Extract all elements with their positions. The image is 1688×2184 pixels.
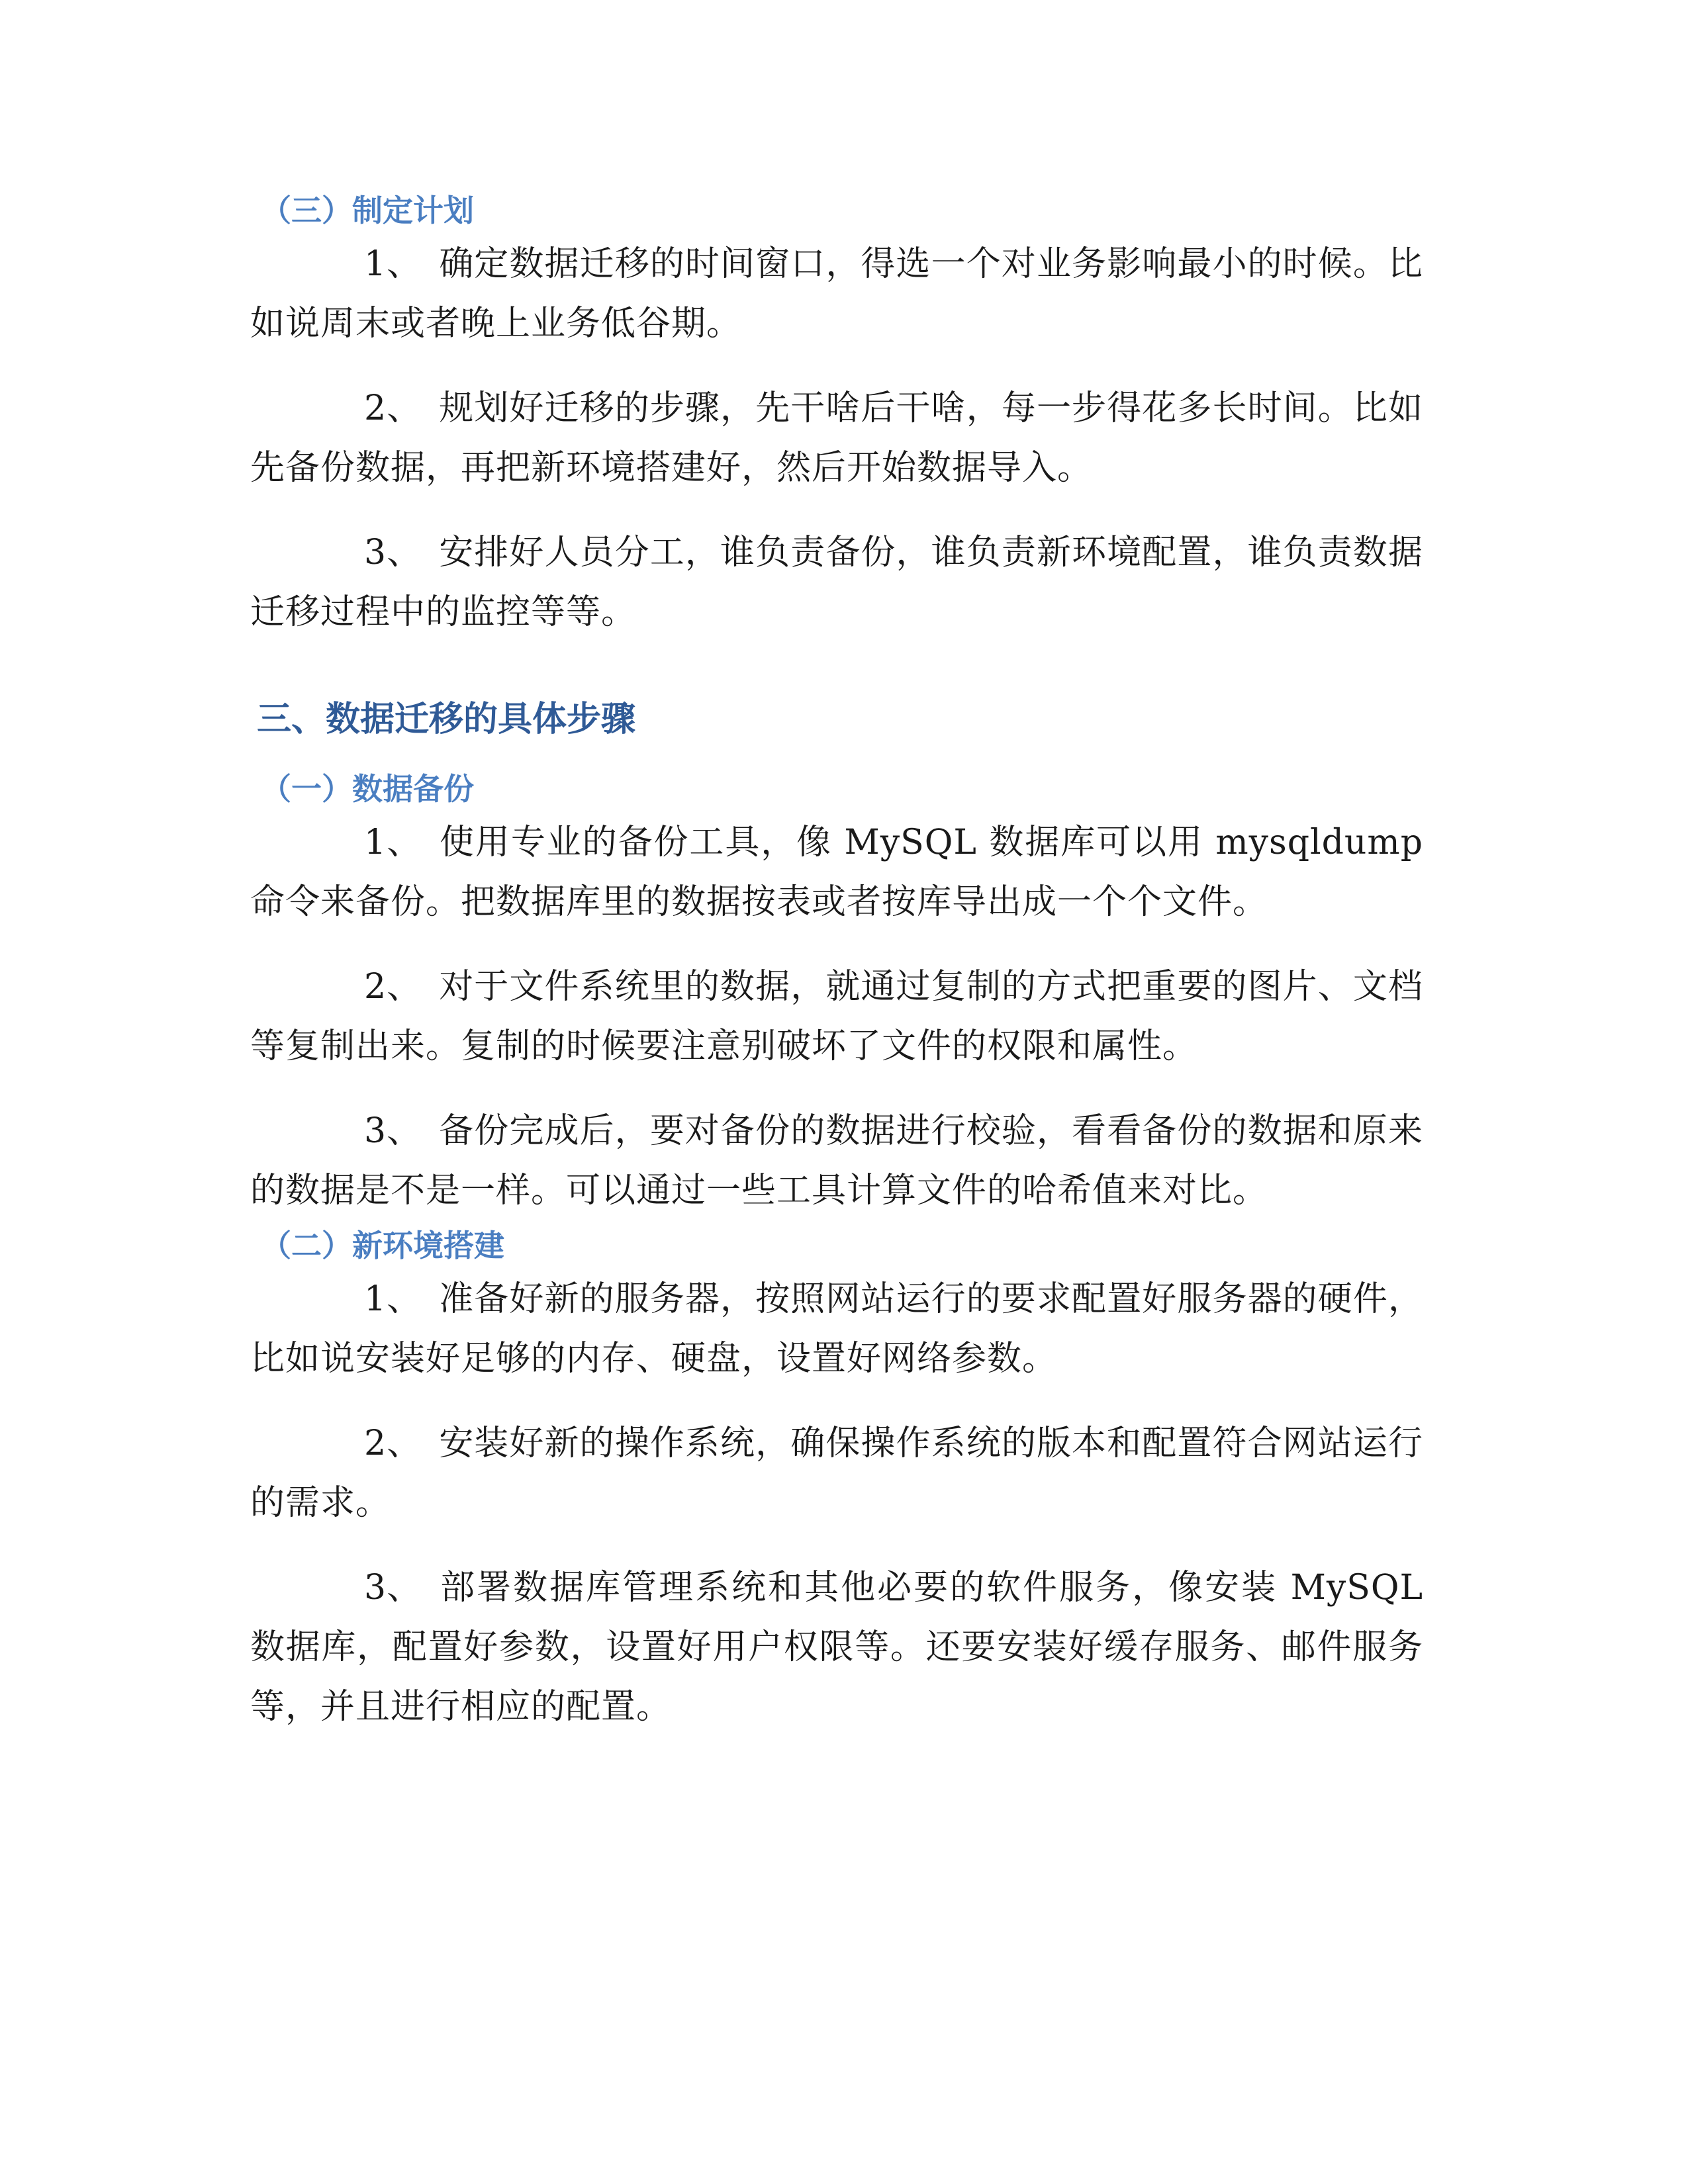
paragraph-text: 备份完成后，要对备份的数据进行校验，看看备份的数据和原来的数据是不是一样。可以通过一些工具计算文件的哈希值来对比。 [250,1111,1423,1210]
section-heading-new-environment: （二）新环境搭建 [261,1228,504,1263]
paragraph [250,379,1423,498]
paragraph [250,523,1423,642]
paragraph-number: 1、 [364,823,422,862]
paragraph-number: 1、 [364,1279,422,1319]
paragraph-text: 规划好迁移的步骤，先干啥后干啥，每一步得花多长时间。比如先备份数据，再把新环境搭建好，然后开始数据导入。 [250,388,1423,488]
paragraph-number: 2、 [364,1424,422,1463]
paragraph [250,813,1423,932]
paragraph-text: 使用专业的备份工具，像 MySQL 数据库可以用 mysqldump 命令来备份。把数据库里的数据按表或者按库导出成一个个文件。 [250,823,1423,922]
paragraph [250,1101,1423,1220]
paragraph-text: 确定数据迁移的时间窗口，得选一个对业务影响最小的时候。比如说周末或者晚上业务低谷期。 [250,244,1423,343]
paragraph [250,957,1423,1076]
paragraph-number: 3、 [364,1568,422,1608]
paragraph-text: 安装好新的操作系统，确保操作系统的版本和配置符合网站运行的需求。 [250,1424,1423,1523]
paragraph-text: 准备好新的服务器，按照网站运行的要求配置好服务器的硬件，比如说安装好足够的内存、硬盘，设置好网络参数。 [250,1279,1423,1379]
paragraph-text: 对于文件系统里的数据，就通过复制的方式把重要的图片、文档等复制出来。复制的时候要注意别破坏了文件的权限和属性。 [250,967,1423,1066]
paragraph-text: 安排好人员分工，谁负责备份，谁负责新环境配置，谁负责数据迁移过程中的监控等等。 [250,533,1423,632]
paragraph [250,1414,1423,1533]
paragraph [250,1558,1423,1737]
section-heading-plan: （三）制定计划 [261,193,474,228]
paragraph-number: 1、 [364,244,422,284]
paragraph-number: 2、 [364,388,422,428]
page-content [250,192,1423,1737]
paragraph [250,1269,1423,1388]
paragraph [250,234,1423,353]
paragraph-number: 2、 [364,967,422,1007]
chapter-heading: 三、数据迁移的具体步骤 [257,700,636,739]
paragraph-text: 部署数据库管理系统和其他必要的软件服务，像安装 MySQL 数据库，配置好参数，设置好用户权限等。还要安装好缓存服务、邮件服务等，并且进行相应的配置。 [250,1568,1423,1727]
paragraph-number: 3、 [364,1111,422,1151]
section-heading-backup: （一）数据备份 [261,771,474,807]
paragraph-number: 3、 [364,533,422,572]
